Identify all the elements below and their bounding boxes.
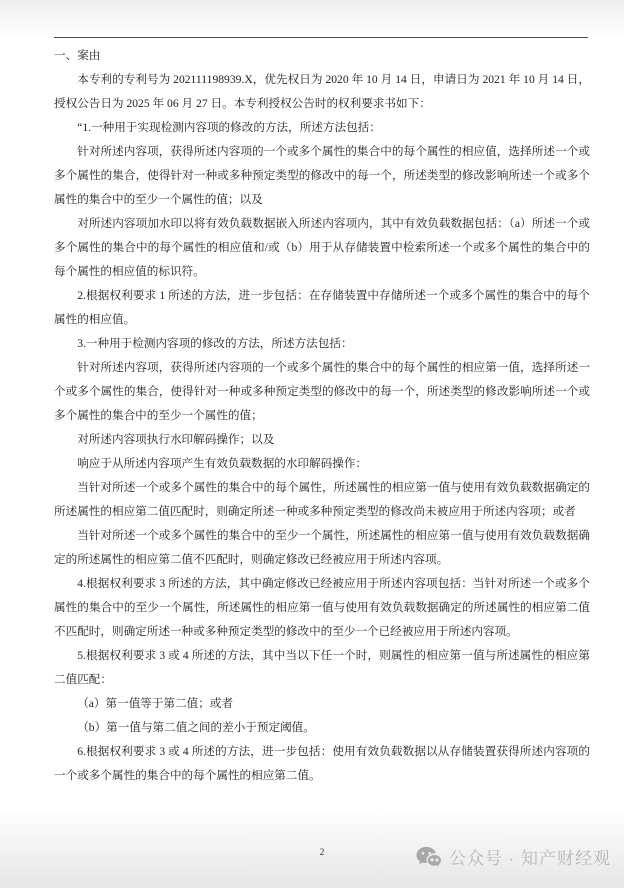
paragraph: 6.根据权利要求 3 或 4 所述的方法，进一步包括：使用有效负载数据以从存储装置获得所述内容项的一个或多个属性的集合中的每个属性的相应第二值。 [54, 745, 590, 782]
wechat-icon [416, 846, 442, 868]
paragraph: 针对所述内容项，获得所述内容项的一个或多个属性的集合中的每个属性的相应值，选择所述一个或多个属性的集合，使得针对一种或多种预定类型的修改中的每一个，所述类型的修改影响所述一个或多个属性的集合中的至少一个属性的值；以及 [54, 145, 590, 206]
header-rule [54, 37, 588, 38]
page-number: 2 [319, 848, 325, 858]
paragraph: 当针对所述一个或多个属性的集合中的至少一个属性，所述属性的相应第一值与使用有效负载数据确定的所述属性的相应第二值不匹配时，则确定修改已经被应用于所述内容项。 [54, 529, 590, 566]
paragraph: 本专利的专利号为 202111198939.X，优先权日为 2020 年 10 月 14 日，申请日为 2021 年 10 月 14 日，授权公告日为 2025 年 06 月 27 日。本专利授权公告时的权利要求书如下： [54, 73, 590, 110]
claims-text [54, 68, 590, 788]
paragraph: 当针对所述一个或多个属性的集合中的每个属性，所述属性的相应第一值与使用有效负载数据确定的所述属性的相应第二值匹配时，则确定所述一种或多种预定类型的修改尚未被应用于所述内容项；或者 [54, 481, 590, 518]
section-heading: 一、案由 [54, 49, 101, 62]
paragraph: （b）第一值与第二值之间的差小于预定阈值。 [77, 721, 315, 734]
paragraph: “1.一种用于实现检测内容项的修改的方法，所述方法包括： [77, 121, 381, 134]
watermark-label: 公众号 · 知产财经观 [448, 849, 611, 868]
paragraph: 3.一种用于检测内容项的修改的方法，所述方法包括： [77, 337, 353, 350]
paragraph: 4.根据权利要求 3 所述的方法，其中确定修改已经被应用于所述内容项包括：当针对所述一个或多个属性的集合中的至少一个属性，所述属性的相应第一值与使用有效负载数据确定的所述属性的相应第二值不匹配时，则确定所述一种或多种预定类型的修改中的至少一个已经被应用于所述内容项。 [54, 577, 590, 638]
paragraph: 响应于从所述内容项产生有效负载数据的水印解码操作： [77, 457, 368, 470]
paragraph: 2.根据权利要求 1 所述的方法，进一步包括：在存储装置中存储所述一个或多个属性的集合中的每个属性的相应值。 [54, 289, 590, 326]
paragraph: 5.根据权利要求 3 或 4 所述的方法，其中当以下任一个时，则属性的相应第一值与所述属性的相应第二值匹配： [54, 649, 590, 686]
paragraph: 对所述内容项加水印以将有效负载数据嵌入所述内容项内，其中有效负载数据包括：（a）所述一个或多个属性的集合中的每个属性的相应值和/或（b）用于从存储装置中检索所述一个或多个属性的集合中的每个属性的相应值的标识符。 [54, 217, 590, 278]
paragraph: 针对所述内容项，获得所述内容项的一个或多个属性的集合中的每个属性的相应第一值，选择所述一个或多个属性的集合，使得针对一种或多种预定类型的修改中的每一个，所述类型的修改影响所述一个或多个属性的集合中的至少一个属性的值； [54, 361, 590, 422]
watermark [416, 844, 611, 869]
document-body [54, 37, 590, 788]
paragraph: （a）第一值等于第二值；或者 [77, 697, 234, 710]
paragraph: 对所述内容项执行水印解码操作；以及 [77, 433, 275, 446]
